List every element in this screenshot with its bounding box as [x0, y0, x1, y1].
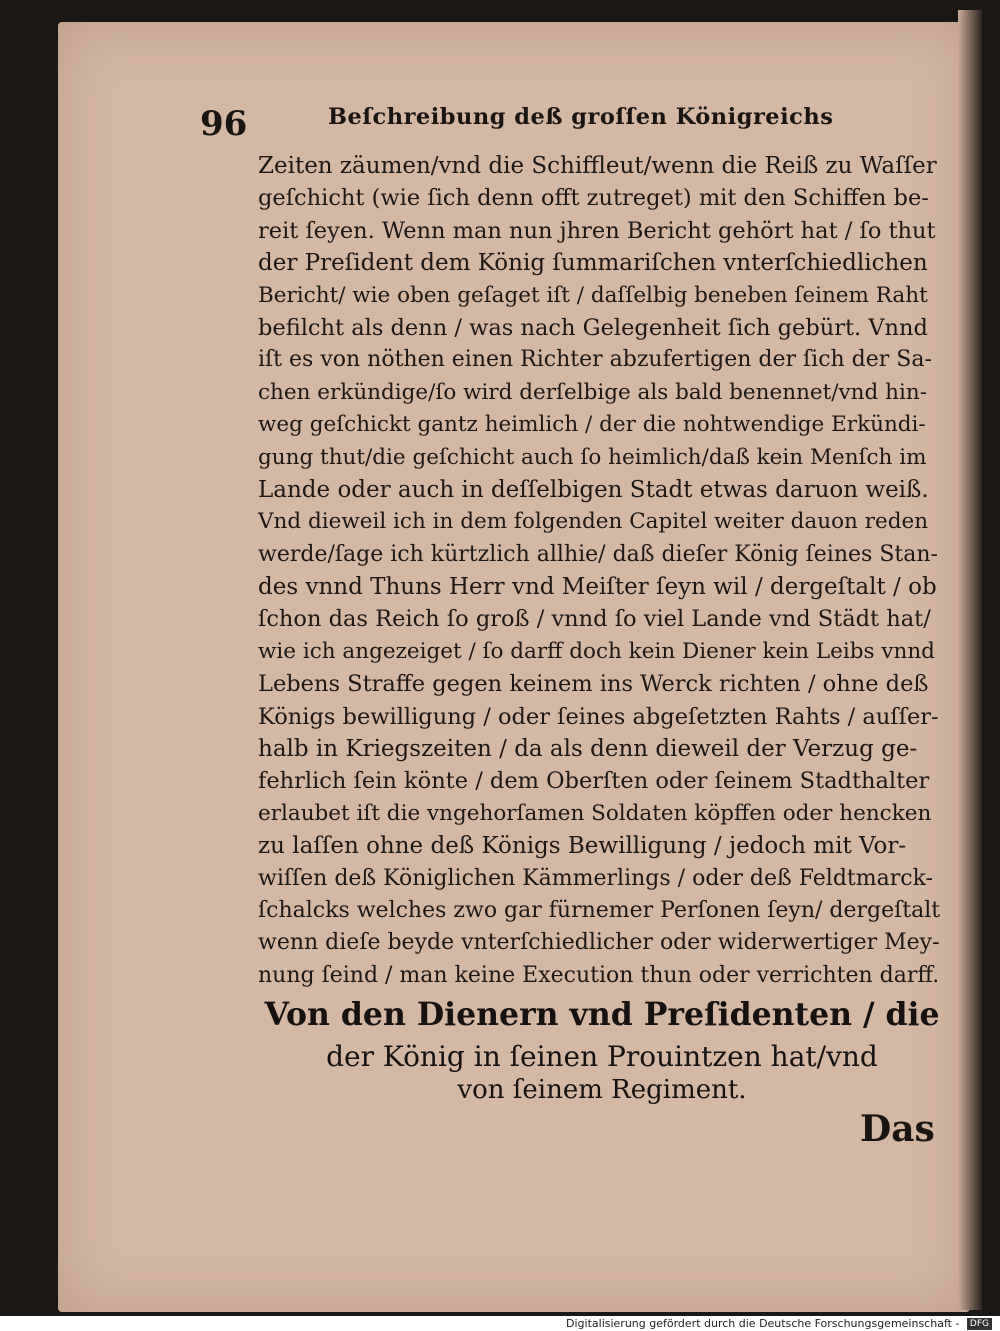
page-header [200, 104, 840, 148]
text-line: chen erkündige/ſo wird derſelbige als bald benennet/vnd hin- [258, 379, 927, 405]
text-line: werde/ſage ich kürtzlich allhie/ daß dieſer König ſeines Stan- [258, 541, 938, 567]
text-line: Lande oder auch in deſſelbigen Stadt etwas daruon weiß. [258, 476, 929, 503]
text-line: halb in Kriegszeiten / da als denn dieweil der Verzug ge- [258, 736, 918, 763]
text-line: Bericht/ wie oben geſaget iſt / daſſelbig beneben ſeinem Raht [258, 282, 928, 308]
footer-text: Digitalisierung gefördert durch die Deutsche Forschungsgemeinschaft - [566, 1317, 960, 1330]
text-line: des vnnd Thuns Herr vnd Meiſter ſeyn wil / dergeſtalt / ob [258, 574, 937, 601]
dfg-logo: DFG [967, 1318, 992, 1330]
heading-line-1: Von den Dienern vnd Preſidenten / die [264, 996, 940, 1033]
text-line: befilcht als denn / was nach Gelegenheit ſich gebürt. Vnnd [258, 314, 928, 341]
body-text [258, 150, 940, 992]
footer-credit [566, 1316, 992, 1331]
text-line: Königs bewilligung / oder ſeines abgeſetzten Rahts / auſſer- [258, 703, 939, 730]
text-line: Zeiten zäumen/vnd die Schiffleut/wenn die Reiß zu Waſſer [258, 153, 937, 179]
text-line: iſt es von nöthen einen Richter abzufertigen der ſich der Sa- [258, 347, 932, 373]
text-line: Lebens Straffe gegen keinem ins Werck richten / ohne deß [258, 671, 929, 698]
text-line: fehrlich ſein könte / dem Oberſten oder ſeinem Stadthalter [258, 768, 930, 795]
text-line: der Preſident dem König ſummariſchen vnterſchiedlichen [258, 250, 928, 277]
text-line: wiſſen deß Königlichen Kämmerlings / oder deß Feldtmarck- [258, 865, 933, 891]
text-line: Vnd dieweil ich in dem folgenden Capitel weiter dauon reden [258, 509, 929, 535]
text-line: ſchalcks welches zwo gar fürnemer Perſonen ſeyn/ dergeſtalt [258, 897, 941, 923]
text-line: weg geſchickt gantz heimlich / der die nohtwendige Erkündi- [258, 412, 926, 438]
text-line: ſchon das Reich ſo groß / vnnd ſo viel Lande vnd Städt hat/ [258, 606, 931, 633]
running-title: Beſchreibung deß groſſen Königreichs [328, 104, 834, 130]
catchword: Das [860, 1108, 935, 1150]
page-edge [958, 10, 982, 1310]
page-number: 96 [200, 104, 248, 144]
text-line: zu laſſen ohne deß Königs Bewilligung / jedoch mit Vor- [258, 833, 907, 860]
text-line: wenn dieſe beyde vnterſchiedlicher oder widerwertiger Mey- [258, 930, 940, 956]
text-line: wie ich angezeiget / ſo darff doch kein Diener kein Leibs vnnd [258, 638, 935, 664]
text-line: gung thut/die geſchicht auch ſo heimlich/daß kein Menſch im [258, 444, 927, 470]
text-line: erlaubet iſt die vngehorſamen Soldaten köpffen oder hencken [258, 800, 932, 826]
section-heading [262, 990, 942, 1106]
heading-line-2: der König in ſeinen Prouintzen hat/vnd [326, 1040, 878, 1073]
text-line: nung ſeind / man keine Execution thun oder verrichten darff. [258, 962, 940, 988]
heading-line-3: von ſeinem Regiment. [457, 1075, 747, 1105]
text-line: geſchicht (wie ſich denn offt zutreget) mit den Schiffen be- [258, 185, 929, 212]
text-line: reit ſeyen. Wenn man nun jhren Bericht gehört hat / ſo thut [258, 217, 936, 244]
